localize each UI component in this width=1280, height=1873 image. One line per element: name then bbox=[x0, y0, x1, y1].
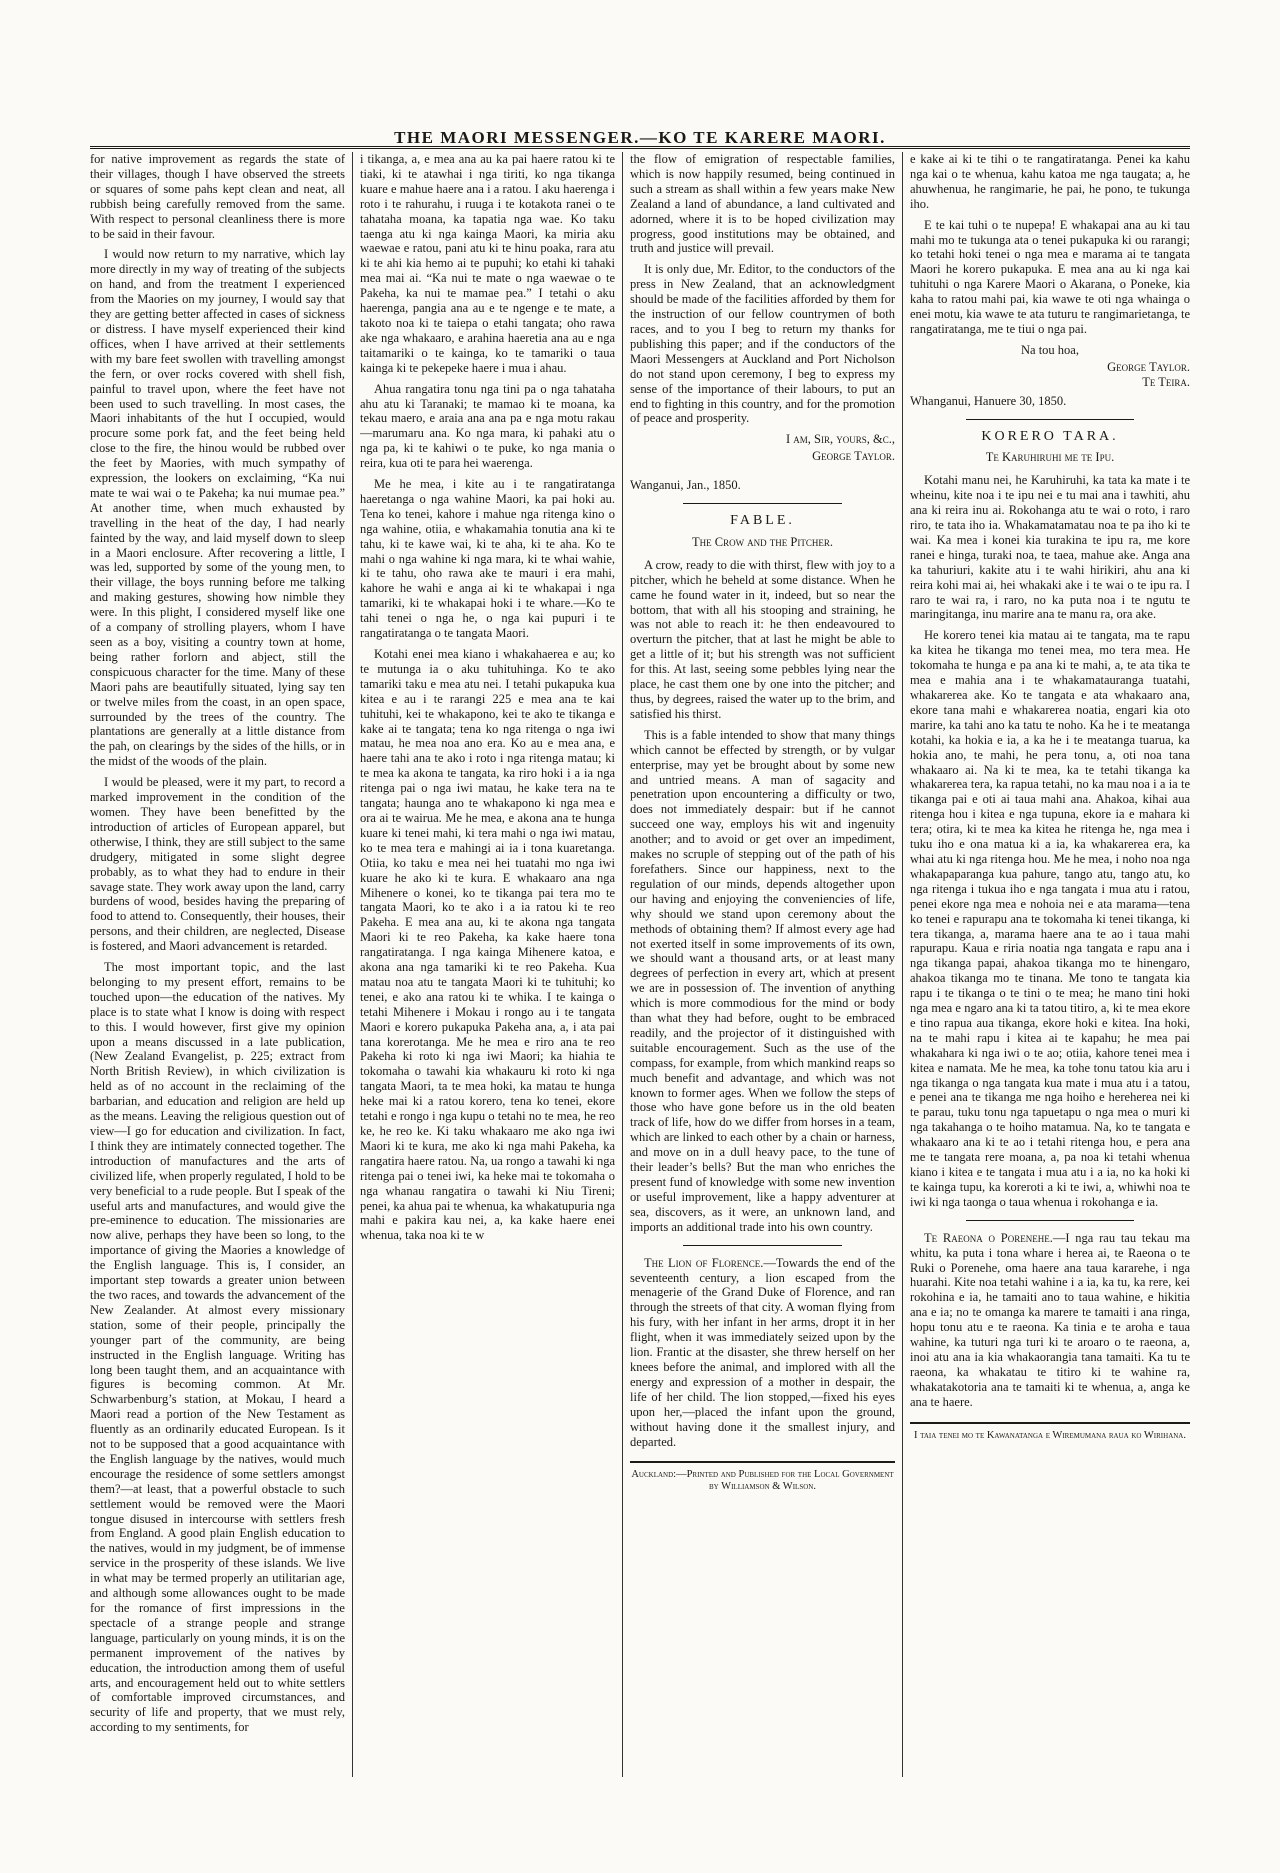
dateline: Wanganui, Jan., 1850. bbox=[630, 478, 741, 493]
signer-name: George Taylor. bbox=[812, 449, 895, 464]
imprint: Auckland:—Printed and Published for the Local Government by Williamson & Wilson. bbox=[631, 1469, 894, 1493]
column-divider bbox=[622, 152, 623, 1777]
masthead-rule bbox=[90, 146, 1190, 149]
section-rule bbox=[683, 503, 842, 504]
paragraph: I would be pleased, were it my part, to record a marked improvement in the condition of the women. They have been benefitted by the introduction of articles of European apparel, but otherwise, I think, they are still subject to the same drudgery, mitigated in some slight degree probably, as to what they had to endure in their savage state. They work away upon the land, carry burdens of wood, besides having the preparing of food to attend to. Consequently, their houses, their persons, and their children, are neglected, Disease is fostered, and Maori advancement is retarded. bbox=[90, 775, 345, 954]
paragraph: It is only due, Mr. Editor, to the conductors of the press in New Zealand, that an acknowledgment should be made of the facilities afforded by them for the instruction of our fellow countrymen of both races, and to you I beg to return my thanks for publishing this paper; and if the conductors of the Maori Messengers at Auckland and Port Nicholson do not stand upon ceremony, I beg to express my sense of the importance of their labours, to put an end to fighting in this country, and for the promotion of peace and prosperity. bbox=[630, 262, 895, 426]
column-1 bbox=[90, 152, 345, 1777]
paragraph: e kake ai ki te tihi o te rangatiratanga. Penei ka kahu nga kai o te whenua, kahu katoa me nga taugata; a, he ahuwhenua, he rangimarie, he pai, he pono, te tukunga iho. bbox=[910, 152, 1190, 211]
section-rule bbox=[966, 1220, 1134, 1221]
paragraph: Kotahi enei mea kiano i whakahaerea e au; ko te mutunga ia o aku tuhituhinga. Ko te ako tamariki taku e mea atu nei. I tetahi pukapuka kua kitea e au i te rarangi 225 e mea ana te kai tuhituhi, kei te whakapono, kei te ako te tikanga e kake ai te tangata; tena ko nga ritenga o nga iwi matau, he mea noa ano era. Ko au e mea ana, e haere tahi ana te ako i roto i nga ritenga matau; ki te mea ka akona te tangata, ka riro hoki i a ia nga ritenga pai o nga iwi matau, he kake tera na te tangata; haunga ano te whakapono ki nga mea e ora ai te wairua. Me he mea, e akona ana te hunga kuare ki tenei mahi, ki tera mahi o nga iwi matau, ko te mea tera e mahingi ai ia i tona kuaretanga. Otiia, ko taku e mea nei hei tuatahi mo nga iwi kuare he ako ki te kura. E whakaaro ana nga Mihenere o konei, ko te tikanga pai tera mo te tangata Maori, ko te ako i a ia ratou ki te reo Pakeha. E mea ana au, ki te akona nga tangata Maori ki te reo Pakeha, ka kake haere tona rangatiratanga. I nga kainga Mihenere katoa, e akona ana nga tamariki ki te reo Pakeha. Kua matau noa atu te tangata Maori ki te tuhituhi; ko tenei, e ako ana ratou ki te whika. I te kainga o tetahi Mihenere i Mokau i rongo au i te tangata Maori e korero pukapuka Pakeha ana, a, i ata pai tana korerotanga. Me he mea e riro ana te reo Pakeha ki roto ki nga iwi Maori; ka hiahia te tokomaha o tawahi kia whakauru ki roto ki nga tangata Maori, ta te mea hoki, ka matau te hunga heke mai ki a ratou korero, tena ko tenei, ekore tetahi e rongo i nga kupu o tetahi no te mea, he reo ke, he reo ke. Ki taku whakaaro me ako nga iwi Maori ki te kura, me ako ki nga mahi Pakeha, ka rangatira haere ratou. Na, ua rongo a tawahi ki nga ritenga pai o tenei iwi, ka heke mai te tokomaha o nga whanau rangatira o tawahi ki Niu Tireni; penei, ka ahua pai te whenua, ka whakatupuria nga mahi e pakira kau nei, a, ka kake haere enei whenua, taka noa ki te w bbox=[360, 647, 615, 1243]
column-divider bbox=[352, 152, 353, 1777]
raeona-body: —I nga rau tau tekau ma whitu, ka puta i tona whare i herea ai, te Raeona o te Ruki o Porenehe, oma haere ana taua kararehe, i nga huarahi. Kite noa tetahi wahine i a ia, ka tu, ka rere, kei rokohina e ia, he tamaiti ano to taua wahine, e hikitia ana e ia; no te omanga ka marere te tamaiti i ana ringa, hopu tonu atu e te raeona. Ka tinia e te aroha e taua wahine, ka tuturi nga turi ki te aroaro o te raeona, a, inoi atu ana ia kia whakaorangia tana tamaiti. Ka tu te raeona, ka whakatau te titiro ki te wahine ra, whakatakotoria ana te tamaiti ki te whenua, a, anga ke ana te haere. bbox=[910, 1230, 1190, 1409]
footer-rule bbox=[910, 1422, 1190, 1424]
korero-title: Te Karuhiruhi me te Ipu. bbox=[985, 450, 1115, 465]
columns bbox=[90, 152, 1190, 1777]
paragraph bbox=[630, 1256, 895, 1450]
raeona-title: Te Raeona o Porenehe. bbox=[924, 1230, 1053, 1245]
paragraph: The most important topic, and the last belonging to my present effort, remains to be touched upon—the education of the natives. My place is to state what I know is doing with respect to this. I would however, first give my opinion upon a means discussed in a late publication, (New Zealand Evangelist, p. 225; extract from North British Review), in which civilization is held as of no account in the reclaiming of the barbarian, and education and religion are held up as the means. Leaving the religious question out of view—I go for education and civilization. In fact, I think they are intimately connected together. The introduction of manufactures and the arts of civilized life, when properly regulated, I hold to be very beneficial to a rude people. But I speak of the useful arts and manufactures, and would give the pre-eminence to education. The missionaries are now alive, perhaps they have been so long, to the importance of giving the Maories a knowledge of the English language. This is, I consider, an important step towards a greater union between the two races, and towards the advancement of the New Zealander. At almost every missionary station, some of their people, principally the younger part of the community, are being instructed in the English language. Writing has long been taught them, and an acquaintance with figures is becoming common. At Mr. Schwarbenburg’s station, at Mokau, I heard a Maori read a portion of the New Testament as fluently as an ordinarily educated European. Is it not to be supposed that a good acquaintance with the English language by the natives, would much encourage the residence of some settlers amongst them?—at least, that a powerful obstacle to such settlement would be removed were the Maori tongue disused in intercourse with settlers fresh from England. A good plain English education to the natives, would in my judgment, be of immense service in the prosperity of these islands. We live in what may be termed properly an utilitarian age, and although some allowances ought to be made for the romance of first impressions in the spectacle of a strange people and strange language, particularly on young minds, it is on the permanent improvement of the natives by education, the introduction among them of useful arts, and encouragement held out to white settlers of comfortable improved circumstances, and security of life and property, that we must rely, according to my sentiments, for bbox=[90, 960, 345, 1735]
paragraph: He korero tenei kia matau ai te tangata, ma te rapu ka kitea he tikanga mo tenei mea, mo tera mea. He tokomaha te hunga e pa ana ki te mahi, a, te ata tika te mea e mahia ana i te whakamatauranga tuatahi, whakarerea ake. Ko te tangata e ata whakaaro ana, ekore tana mahi e whakarerea noatia, engari kia oto marire, ka tahi ano ka tatu te noho. Ka he i te meatanga kotahi, ka hokia e ia, a ka he i te meatanga tuarua, ka hokia ano, te mahi, he pera tonu, a, oti noa tana whakaaro ai. Na ki te mea, ka te tetahi tikanga ka whakarerea tera, ka rapua tetahi, no ka mau noa i a ia te tikanga pai e oti ai taua mahi ana. Ahakoa, kihai aua ritenga hou i kitea e nga tupuna, ekore ia e mahara ki tera; otira, ki te mea ka kitea he ritenga he, nga mea i tuku iho e ona matua ki a ia, ka whakarerea era, ka whai atu ki nga ritenga hou. Me he mea, i noho noa nga whakapaparanga kua pahure, tango atu, tango atu, ko nga ritenga i tukua iho e nga tangata i mua atu i ratou, penei ekore nga mea e nohoia nei e ata marama—tena ko tenei e rapurapu ana te tokomaha ki tenei tikanga, ki tera tikanga, a, marama haere ana te ao i taua mahi rapurapu. Kaua e riria noatia nga tangata e rapu ana i nga tikanga papai, ahakoa tikanga mo te hinengaro, ahakoa tikanga mo te tinana. Me tono te tangata kia rapu i te tikanga o te tini o te mea; he mano tini hoki nga mea e ngaro ana ki ta tatou titiro, a, ki te mea ekore e tino rapua aua tikanga, ekore hoki e kitea. Ina hoki, na te mahi rapu i kitea ai te kapahu; he mea pai whakahara ki nga iwi o te ao; otiia, kahore tenei mea i kitea e namata. Me he mea, ka tohe tonu tatou kia aru i nga tikanga o nga tangata kua mate i mua atu i a tatou, e penei ana te tikanga me nga hoiho e hereherea nei ki te parau, tuku tonu nga tapuetapu o nga mea o muri ki nga takahanga o te hoiho matamua. Na, ko te tangata e whakaaro ana ki te ao i tetahi ritenga hou, e pera ana me te tangata rere moana, a, pa noa ki tetahi whenua kiano i kitea e te tangata i mua atu i a ia, no ka hoki ki te kainga tupu, ka koreroti a ki te iwi, a, whiwhi noa te iwi ki nga taonga o taua whenua i rokohanga e ia. bbox=[910, 628, 1190, 1209]
section-rule bbox=[683, 1245, 842, 1246]
paragraph: Me he mea, i kite au i te rangatiratanga haeretanga o nga wahine Maori, ka pai hoki au. Tena ko tenei, kahore i mahue nga ritenga kino o nga wahine, otiia, e whakamahia tonutia ana ki te tahu, ki te kawe wai, ki te aha, ki te aha. Ko te mahi o nga wahine ki nga mara, ki te whai wahie, ki te tahu, oho rawa ake te mauri i era mahi, kahore he wahi e anga ai ki te whakapai i nga tamariki, ki te whakapai hoki i te whare.—Ko te tahi tenei o nga he, o nga kai pupuri i te rangatiratanga o te tangata Maori. bbox=[360, 477, 615, 641]
signer-name: Te Teira. bbox=[1142, 374, 1190, 389]
signoff: I am, Sir, yours, &c., bbox=[786, 432, 895, 447]
paragraph bbox=[910, 1231, 1190, 1410]
signer-name: George Taylor. bbox=[1107, 359, 1190, 374]
paragraph: E te kai tuhi o te nupepa! E whakapai ana au ki tau mahi mo te tukunga ata o tenei pukapuka ki ou rarangi; ko tetahi hoki tenei o nga mea e marama ai te tangata Maori he korero pukapuka. E mea ana au ki nga kai tuhituhi o nga Karere Maori o Akarana, o Poneke, kia kaha to ratou mahi pai, kia wawe te oti nga whainga o enei motu, kia wawe te ata tuturu te rangimarietanga, te rangatiratanga, me te tiui o nga pai. bbox=[910, 217, 1190, 336]
paragraph: I would now return to my narrative, which lay more directly in my way of treating of the subjects on hand, and from the treatment I experienced from the Maories on my journey, I would say that they are getting better affected in cases of sickness or distress. I have myself experienced their kind offices, when I have arrived at their settlements with my bare feet swollen with travelling amongst the fern, or over rocks covered with shell fish, painful to travel upon, where the feet have not been used to such travelling. In most cases, the Maori inhabitants of the hut I occupied, would procure some pork fat, and the feet being held close to the fire, the hinou would be rubbed over the feet by Maories, with much sympathy of expression, the lookers on exclaiming, “Ka nui mate te wai wai o te Pakeha; ka nui mumae pea.” At another time, when much exhausted by travelling in the heat of the day, I had nearly fainted by the way, and laid myself down to sleep in a Maori enclosure. After recovering a little, I was led, supported by some of the young men, to their village, the boys running before me talking and making gestures, showing how nimble they were. In this plight, I considered myself like one of a company of strolling players, whom I have seen as a boy, visiting a country town at home, being rather forlorn and abject, still the conspicuous character for the time. Many of these Maori pahs are beautifully situated, lying say ten or twelve miles from the coast, in an open space, surrounded by the trees of the country. The plantations are generally at a little distance from the pah, on clearings by the sides of the hills, or in the midst of the woods of the plain. bbox=[90, 247, 345, 769]
lion-title: The Lion of Florence. bbox=[644, 1255, 764, 1270]
paragraph: This is a fable intended to show that many things which cannot be effected by strength, or by vulgar enterprise, may yet be brought about by some new and untried means. A man of sagacity and penetration upon encountering a difficulty or two, does not immediately despair: but if he cannot succeed one way, employs his wit and ingenuity another; and to avoid or get over an impediment, makes no scruple of stepping out of the path of his forefathers. Since our happiness, next to the regulation of our minds, depends altogether upon our having and enjoying the conveniencies of life, why should we stand upon ceremony about the methods of obtaining them? If almost every age had not exerted itself in some improvements of its own, we should want a thousand arts, or at least many degrees of perfection in every art, which at present we are in possession of. The invention of anything which is more commodious for the mind or body than what they had before, ought to be embraced readily, and the projector of it distinguished with suitable encouragement. Such as the use of the compass, for example, from which mankind reaps so much benefit and advantage, and which was not known to former ages. When we follow the steps of those who have gone before us in the old beaten track of life, how do we differ from horses in a team, which are linked to each other by a chain or harness, and move on in a dull heavy pace, to the tune of their leader’s bells? But the man who enriches the present fund of knowledge with some new invention or useful improvement, like a happy adventurer at sea, discovers, as it were, an unknown land, and imports an additional trade into his own country. bbox=[630, 727, 895, 1234]
fable-title: The Crow and the Pitcher. bbox=[691, 534, 834, 549]
column-divider bbox=[902, 152, 903, 1777]
imprint: I taia tenei mo te Kawanatanga e Wiremumana raua ko Wirihana. bbox=[914, 1429, 1186, 1441]
masthead: THE MAORI MESSENGER.—KO TE KARERE MAORI. bbox=[394, 128, 886, 147]
footer-rule bbox=[630, 1461, 895, 1463]
korero-heading: KORERO TARA. bbox=[981, 428, 1119, 444]
paragraph: Ahua rangatira tonu nga tini pa o nga tahataha ahu atu ki Taranaki; te mamao ki te moana, ka tekau maero, e araia ana ana pa e nga motu rakau—marumaru ana. Ko nga mara, ki pahaki atu o nga pa, ki te kahiwi o te puke, ko nga mania o reira, kua oti te para hei waerenga. bbox=[360, 381, 615, 471]
section-rule bbox=[966, 419, 1134, 420]
closing: Na tou hoa, bbox=[1021, 342, 1079, 357]
paragraph: A crow, ready to die with thirst, flew with joy to a pitcher, which he beheld at some distance. When he came he found water in it, indeed, but so near the bottom, that with all his stooping and straining, he was not able to reach it: he then endeavoured to overturn the pitcher, that at last he might be able to get a little of it; but his strength was not sufficient for this. At last, seeing some pebbles lying near the place, he cast them one by one into the pitcher; and thus, by degrees, raised the water up to the brim, and satisfied his thirst. bbox=[630, 557, 895, 721]
column-3 bbox=[630, 152, 895, 1777]
column-2 bbox=[360, 152, 615, 1777]
lion-body: —Towards the end of the seventeenth century, a lion escaped from the menagerie of the Grand Duke of Florence, and ran through the streets of that city. A woman flying from his fury, with her infant in her arms, dropt it in her flight, when it was immediately seized upon by the lion. Frantic at the disaster, she threw herself on her knees before the animal, and implored with all the energy and expression of a mother in despair, the life of her child. The lion stopped,—fixed his eyes upon her,—placed the infant upon the ground, without having done it the smallest injury, and departed. bbox=[630, 1255, 895, 1449]
dateline: Whanganui, Hanuere 30, 1850. bbox=[910, 393, 1067, 408]
fable-heading: FABLE. bbox=[730, 513, 795, 529]
paragraph: for native improvement as regards the state of their villages, though I have observed the streets or squares of some pahs kept clean and neat, all rubbish being carefully removed from the same. With respect to personal cleanliness there is more to be said in their favour. bbox=[90, 152, 345, 241]
paragraph: the flow of emigration of respectable families, which is now happily resumed, being continued in such a stream as shall within a few years make New Zealand a land of abundance, a land cultivated and adorned, where it is to be hoped civilization may progress, good institutions may be obtained, and truth and justice will prevail. bbox=[630, 152, 895, 256]
column-4 bbox=[910, 152, 1190, 1777]
paragraph: i tikanga, a, e mea ana au ka pai haere ratou ki te tiaki, ki te atawhai i nga tiriti, ko nga tikanga kuare e mahue haere ana i a ratou. I aku haerenga i roto i te rahurahu, i ruuga i te kotakota ranei o te tahataha moana, ka tapatia nga wae. Ko taku taenga atu ki nga kainga Maori, ka miria aku waewae e ratou, pani atu ki te hinu poaka, rara atu ki te ahi kia hemo ai te pupuhi; ko etahi ki tahaki mea mai ai. “Ka nui te mate o nga waewae o te Pakeha, ka nui te mamae pea.” I tetahi o aku haerenga, pangia ana au e te ngenge e te mate, a takoto noa ki te taiepa o etahi tangata; oho rawa ake nga whakaaro, e arahina haeretia ana au e nga taitamariki o te kainga, ko te tamariki o taua kainga ki te pekepeke haere i mua i ahau. bbox=[360, 152, 615, 375]
paragraph: Kotahi manu nei, he Karuhiruhi, ka tata ka mate i te wheinu, kite noa i te ipu nei e tu mai ana i tawhiti, ahu ana ki reira inu ai. Rokohanga atu te wai o roto, i raro riro, te tata iho ia. Whakamatamatau noa te pa iho ki te wai. Ka mea i konei kia turakina te ipu ra, me kore ranei e hinga, turaki noa, te taea, mahue ake. Anga ana ka tahuriuri, kakite atu i te wahi hirikiri, ahu ana ki reira kohi mai ai, hei whakaki ake i te wai o te ipu ra. I raro te wai ra, i raro, no ka puta noa i te ngutu te maringitanga, inu marire ana te manu ra, ora ake. bbox=[910, 473, 1190, 622]
